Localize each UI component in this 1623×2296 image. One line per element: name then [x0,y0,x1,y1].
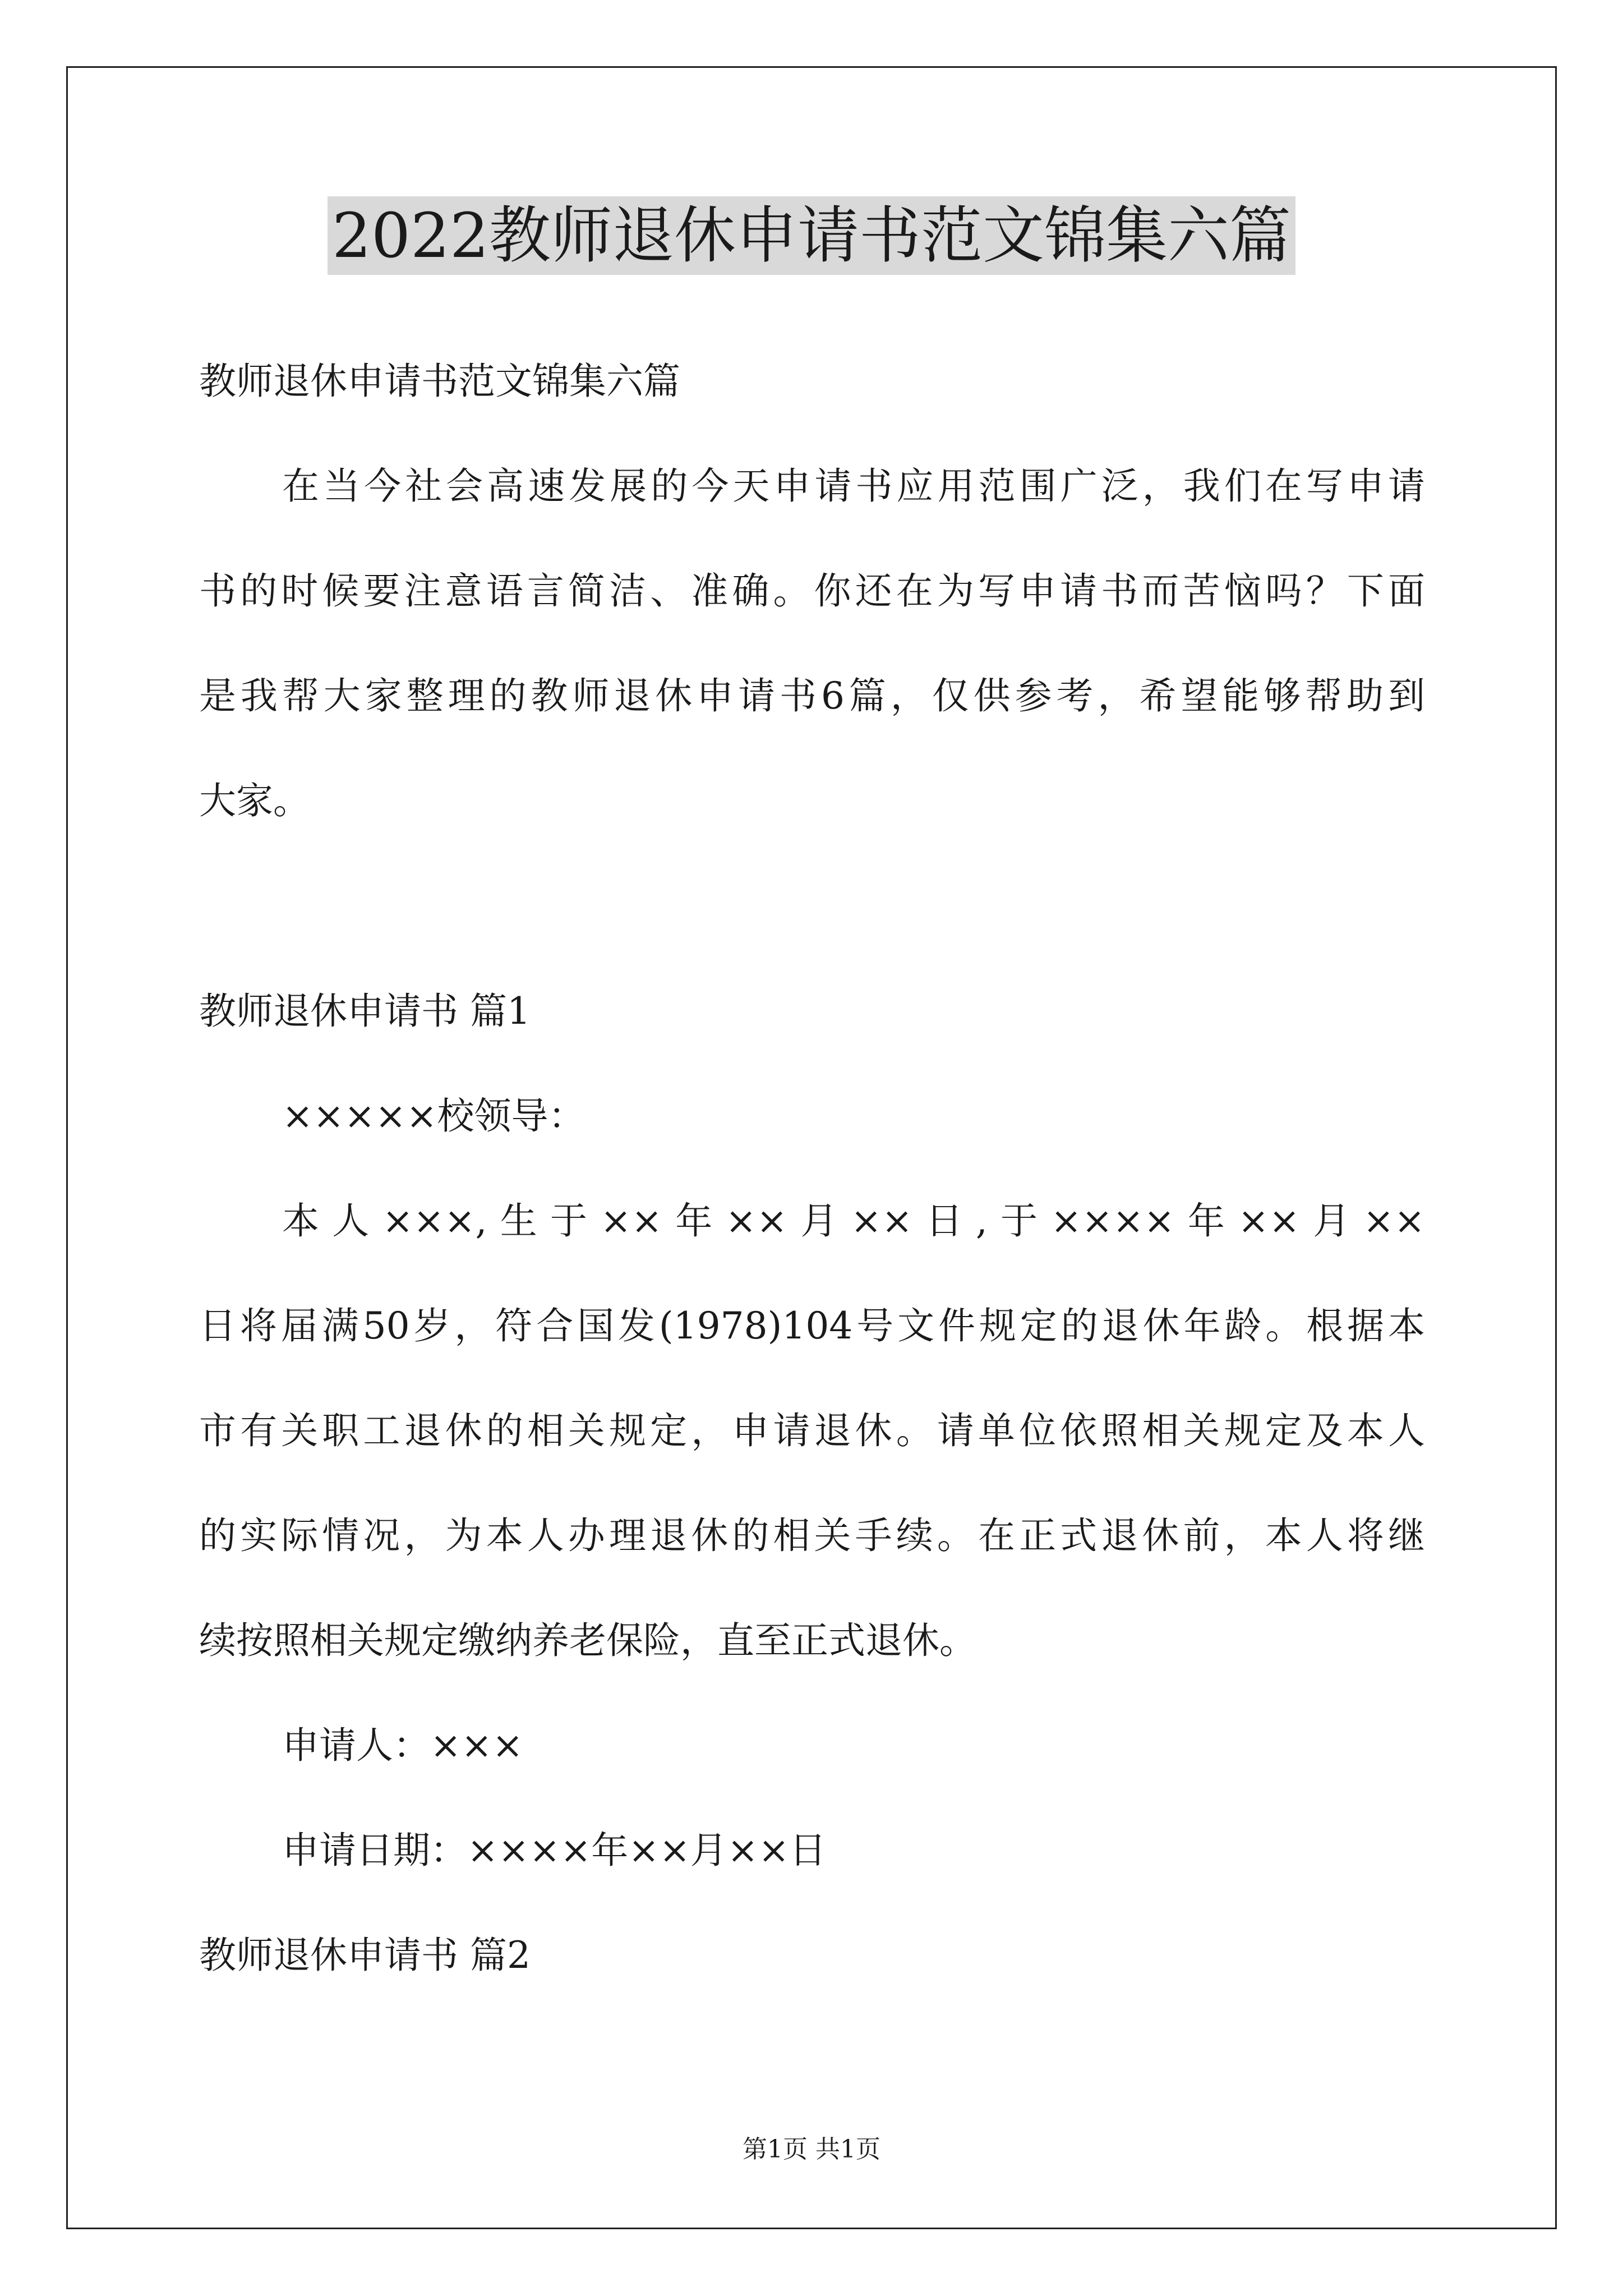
document-subtitle: 教师退休申请书范文锦集六篇 [199,360,680,403]
section-heading-2: 教师退休申请书 篇2 [199,1934,531,1977]
intro-line-4: 大家。 [199,779,310,822]
applicant-line: 申请人：××× [282,1724,523,1767]
body-line-1: 本人×××,生于××年××月××日,于××××年××月×× [282,1199,1425,1243]
intro-line-3: 是我帮大家整理的教师退休申请书6篇，仅供参考，希望能够帮助到 [199,674,1425,717]
intro-line-2: 书的时候要注意语言简洁、准确。你还在为写申请书而苦恼吗？下面 [199,569,1425,613]
document-title [0,194,1623,278]
body-line-5: 续按照相关规定缴纳养老保险，直至正式退休。 [199,1619,976,1662]
body-line-2: 日将届满50岁，符合国发(1978)104号文件规定的退休年龄。根据本 [199,1304,1425,1347]
salutation: ×××××校领导： [282,1094,585,1138]
body-line-4: 的实际情况，为本人办理退休的相关手续。在正式退休前，本人将继 [199,1514,1425,1557]
document-title-text: 2022教师退休申请书范文锦集六篇 [328,196,1295,275]
page-footer: 第1页 共1页 [743,2135,880,2164]
intro-line-1: 在当今社会高速发展的今天申请书应用范围广泛，我们在写申请 [282,464,1425,508]
section-heading-1: 教师退休申请书 篇1 [199,990,531,1033]
body-line-3: 市有关职工退休的相关规定，申请退休。请单位依照相关规定及本人 [199,1409,1425,1452]
apply-date-line: 申请日期：××××年××月××日 [282,1829,827,1872]
